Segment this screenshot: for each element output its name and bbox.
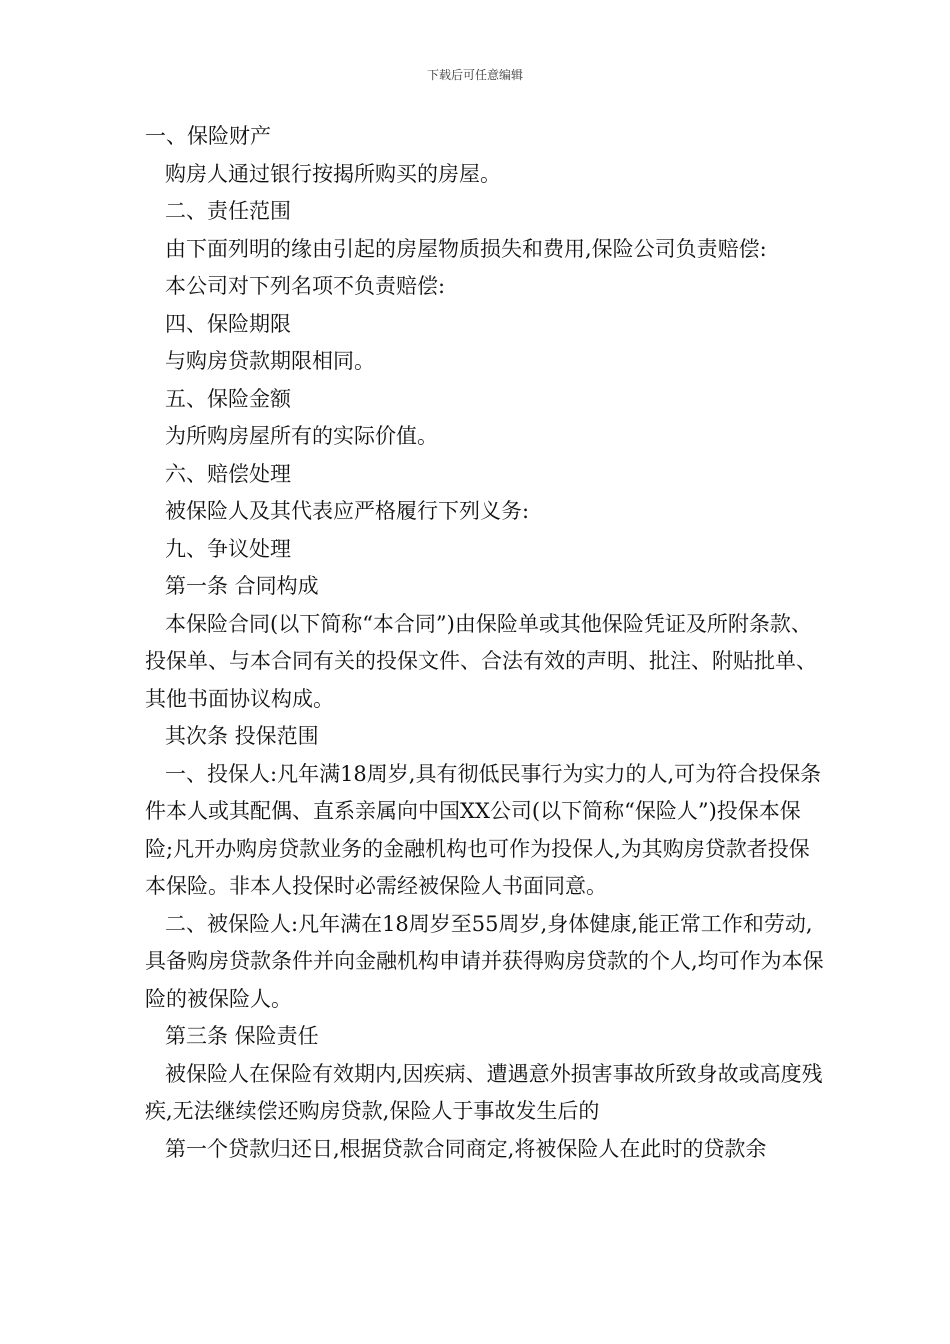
paragraph: 九、争议处理 xyxy=(165,536,291,561)
paragraph: 与购房贷款期限相同。 xyxy=(165,349,375,373)
paragraph: 被保险人及其代表应严格履行下列义务: xyxy=(165,499,530,523)
paragraph: 购房人通过银行按揭所购买的房屋。 xyxy=(165,161,501,186)
paragraph: 二、责任范围 xyxy=(165,199,291,223)
paragraph: 一、保险财产 xyxy=(145,124,271,148)
paragraph: 被保险人在保险有效期内,因疾病、遭遇意外损害事故所致身故或高度残疾,无法继续偿还购房贷款,保险人于事故发生后的 xyxy=(145,1061,823,1123)
paragraph: 二、被保险人:凡年满在18周岁至55周岁,身体健康,能正常工作和劳动,具备购房贷款条件并向金融机构申请并获得购房贷款的个人,均可作为本保险的被保险人。 xyxy=(145,911,824,1011)
paragraph: 其次条 投保范围 xyxy=(165,724,319,748)
paragraph: 四、保险期限 xyxy=(165,311,291,336)
paragraph: 五、保险金额 xyxy=(165,386,291,411)
paragraph: 第一个贷款归还日,根据贷款合同商定,将被保险人在此时的贷款余 xyxy=(165,1136,767,1161)
paragraph: 由下面列明的缘由引起的房屋物质损失和费用,保险公司负责赔偿: xyxy=(165,236,767,261)
paragraph: 第三条 保险责任 xyxy=(165,1024,319,1048)
paragraph: 第一条 合同构成 xyxy=(165,574,319,598)
page-header-note: 下载后可任意编辑 xyxy=(426,68,523,82)
paragraph: 本公司对下列名项不负责赔偿: xyxy=(165,274,446,298)
paragraph: 六、赔偿处理 xyxy=(165,461,291,486)
document-body xyxy=(145,118,825,1168)
paragraph: 一、投保人:凡年满18周岁,具有彻低民事行为实力的人,可为符合投保条件本人或其配偶、直系亲属向中国XX公司(以下简称“保险人”)投保本保险;凡开办购房贷款业务的金融机构也可作为投保人,为其购房贷款者投保本保险。非本人投保时必需经被保险人书面同意。 xyxy=(145,761,822,898)
paragraph: 本保险合同(以下简称“本合同”)由保险单或其他保险凭证及所附条款、投保单、与本合同有关的投保文件、合法有效的声明、批注、附贴批单、其他书面协议构成。 xyxy=(145,611,817,711)
paragraph: 为所购房屋所有的实际价值。 xyxy=(165,424,438,448)
